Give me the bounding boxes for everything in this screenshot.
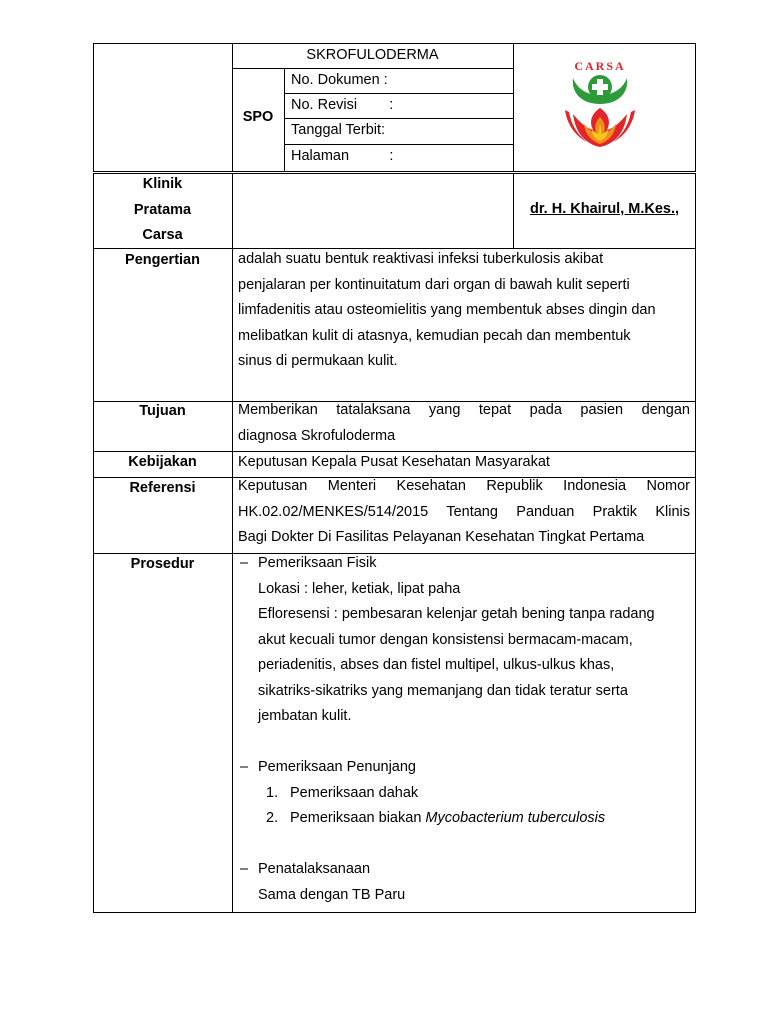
text-line: sikatriks-sikatriks yang memanjang dan tidak teratur serta — [258, 682, 628, 699]
text-line: akut kecuali tumor dengan konsistensi bermacam-macam, — [258, 631, 633, 648]
clinic-name — [93, 172, 232, 249]
list-number: 1. — [266, 784, 279, 801]
kebijakan-text: Keputusan Kepala Pusat Kesehatan Masyarakat — [238, 454, 550, 470]
text-line: sinus di permukaan kulit. — [238, 353, 398, 369]
text-line: Keputusan Menteri Kesehatan Republik Indonesia Nomor — [238, 478, 690, 494]
text-line: Efloresensi : pembesaran kelenjar getah bening tanpa radang — [258, 606, 655, 622]
list-item — [238, 806, 690, 832]
row-label-referensi: Referensi — [129, 480, 196, 496]
referensi-text — [238, 474, 690, 551]
section-title: Penatalaksanaan — [258, 861, 371, 877]
clinic-logo — [555, 52, 645, 150]
field-tanggal-terbit: Tanggal Terbit: — [291, 122, 386, 138]
field-halaman: Halaman : — [291, 148, 394, 164]
header-divider — [284, 118, 513, 119]
row-label-prosedur: Prosedur — [130, 556, 195, 572]
text-line: Lokasi : leher, ketiak, lipat paha — [258, 580, 461, 597]
row-label-tujuan: Tujuan — [139, 403, 186, 419]
header-divider — [284, 93, 513, 94]
list-item — [238, 857, 690, 883]
text-line: Bagi Dokter Di Fasilitas Pelayanan Kesehatan Tingkat Pertama — [238, 529, 645, 545]
dash-bullet: – — [240, 555, 249, 571]
dash-bullet: – — [240, 861, 249, 877]
clinic-name-line: Klinik — [142, 176, 183, 192]
text-line: penjalaran per kontinuitatum dari organ di bawah kulit seperti — [238, 276, 630, 293]
text-line: adalah suatu bentuk reaktivasi infeksi tuberkulosis akibat — [238, 251, 604, 267]
text-line: jembatan kulit. — [258, 708, 352, 724]
text-line: HK.02.02/MENKES/514/2015 Tentang Panduan Praktik Klinis — [238, 503, 690, 520]
prosedur-content — [238, 551, 690, 908]
organism-name: Mycobacterium tuberculosis — [425, 810, 606, 826]
document-title: SKROFULODERMA — [306, 47, 439, 63]
list-text: Pemeriksaan dahak — [290, 784, 419, 801]
header-divider — [284, 68, 285, 172]
section-title: Pemeriksaan Penunjang — [258, 759, 416, 775]
text-line: Sama dengan TB Paru — [258, 886, 406, 903]
logo-text: CARSA — [574, 59, 626, 73]
tujuan-text — [238, 398, 690, 449]
list-item — [238, 755, 690, 781]
clinic-name-line: Carsa — [142, 227, 183, 243]
text-line: diagnosa Skrofuloderma — [238, 427, 396, 444]
column-divider — [232, 173, 233, 913]
header-divider — [513, 43, 514, 172]
list-item — [238, 551, 690, 577]
list-number: 2. — [266, 810, 279, 826]
spo-label: SPO — [242, 109, 274, 125]
text-line: Memberikan tatalaksana yang tepat pada pasien dengan — [238, 402, 690, 418]
header-divider — [284, 144, 513, 145]
pengertian-text — [238, 247, 690, 375]
section-title: Pemeriksaan Fisik — [258, 555, 377, 571]
text-line: melibatkan kulit di atasnya, kemudian pecah dan membentuk — [238, 327, 631, 344]
text-line: periadenitis, abses dan fistel multipel, ulkus-ulkus khas, — [258, 657, 615, 673]
list-text: Pemeriksaan biakan — [290, 810, 426, 826]
list-item — [238, 781, 690, 807]
field-no-revisi: No. Revisi : — [291, 97, 394, 113]
clinic-name-line: Pratama — [133, 201, 192, 218]
text-line: limfadenitis atau osteomielitis yang membentuk abses dingin dan — [238, 302, 656, 318]
row-label-pengertian: Pengertian — [125, 252, 200, 268]
signatory-name: dr. H. Khairul, M.Kes., — [529, 201, 680, 217]
row-label-kebijakan: Kebijakan — [128, 454, 197, 470]
dash-bullet: – — [240, 759, 249, 775]
field-no-dokumen: No. Dokumen : — [291, 72, 388, 88]
header-divider — [232, 68, 513, 69]
